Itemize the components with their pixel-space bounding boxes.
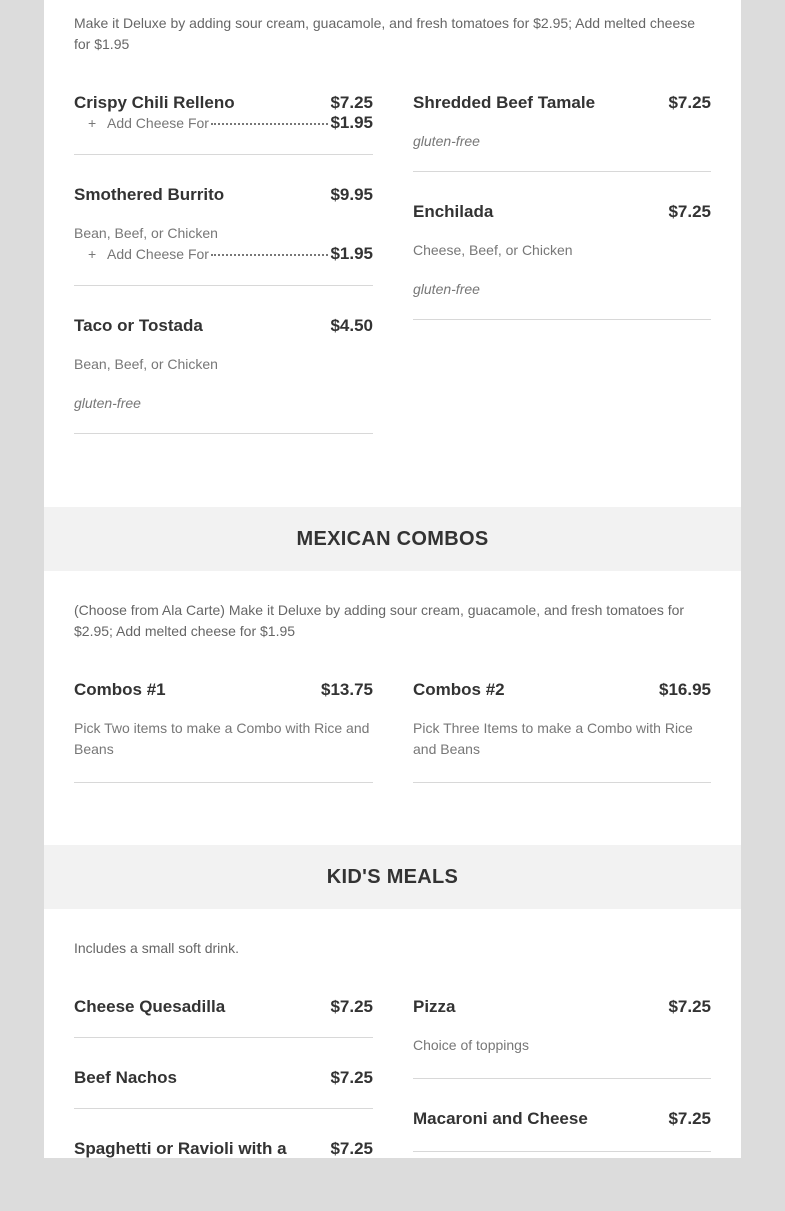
menu-item	[74, 316, 373, 434]
combos-intro: (Choose from Ala Carte) Make it Deluxe by adding sour cream, guacamole, and fresh tomatoes for $2.95; Add melted cheese for $1.95	[74, 602, 685, 639]
item-price: $7.25	[668, 202, 711, 221]
item-name: Taco or Tostada	[74, 316, 203, 335]
menu-item	[413, 997, 711, 1079]
addon-row	[88, 244, 373, 265]
menu-item	[74, 997, 373, 1038]
item-price: $9.95	[330, 185, 373, 204]
item-price: $7.25	[330, 1139, 373, 1158]
item-price: $7.25	[330, 1068, 373, 1087]
plus-icon: +	[88, 246, 97, 262]
item-price: $7.25	[668, 93, 711, 112]
kids-left-column	[74, 997, 373, 1211]
item-price: $7.25	[668, 997, 711, 1016]
item-name: Cheese Quesadilla	[74, 997, 226, 1016]
menu-item	[74, 680, 373, 783]
item-price: $7.25	[668, 1109, 711, 1128]
item-name: Smothered Burrito	[74, 185, 225, 204]
menu-item	[74, 1139, 373, 1181]
item-description: Bean, Beef, or Chicken	[74, 356, 218, 372]
item-name: Macaroni and Cheese	[413, 1109, 588, 1128]
item-description: Choice of toppings	[413, 1037, 529, 1053]
dot-leader	[211, 254, 329, 256]
item-price: $13.75	[321, 680, 373, 699]
menu-item	[74, 93, 373, 155]
addon-row	[88, 113, 373, 134]
menu-item	[413, 93, 711, 172]
gluten-free-tag: gluten-free	[74, 395, 141, 411]
ala-carte-left-column	[74, 93, 373, 464]
item-price: $16.95	[659, 680, 711, 699]
menu-item	[413, 202, 711, 320]
menu-item	[74, 185, 373, 286]
menu-item	[413, 680, 711, 783]
item-name: Combos #1	[74, 680, 166, 699]
gluten-free-tag: gluten-free	[413, 281, 480, 297]
item-name: Shredded Beef Tamale	[413, 93, 596, 112]
item-price: $7.25	[330, 93, 373, 112]
item-description: Pick Two items to make a Combo with Rice and Beans	[74, 720, 370, 757]
kids-right-column	[413, 997, 711, 1182]
addon-price: $1.95	[330, 244, 373, 263]
item-name: Pizza	[413, 997, 456, 1016]
item-name: Spaghetti or Ravioli with a	[74, 1139, 287, 1158]
item-name: Beef Nachos	[74, 1068, 177, 1087]
addon-label: Add Cheese For	[107, 115, 209, 131]
item-name: Enchilada	[413, 202, 494, 221]
section-header-combos: MEXICAN COMBOS	[44, 507, 741, 571]
dot-leader	[211, 123, 329, 125]
item-description: Cheese, Beef, or Chicken	[413, 242, 573, 258]
item-name: Crispy Chili Relleno	[74, 93, 235, 112]
item-description: Pick Three Items to make a Combo with Rice and Beans	[413, 720, 693, 757]
plus-icon: +	[88, 115, 97, 131]
ala-carte-intro: Make it Deluxe by adding sour cream, guacamole, and fresh tomatoes for $2.95; Add melted cheese for $1.95	[74, 15, 696, 52]
item-name: Combos #2	[413, 680, 505, 699]
ala-carte-right-column	[413, 93, 711, 350]
combos-left-column	[74, 680, 373, 813]
addon-price: $1.95	[330, 113, 373, 132]
kids-intro: Includes a small soft drink.	[74, 940, 239, 956]
menu-item	[413, 1109, 711, 1152]
page-background	[24, 0, 761, 1158]
item-price: $4.50	[330, 316, 373, 335]
combos-right-column	[413, 680, 711, 813]
section-header-kids: KID'S MEALS	[44, 845, 741, 909]
item-description: Bean, Beef, or Chicken	[74, 225, 218, 241]
menu-panel	[44, 0, 741, 1158]
gluten-free-tag: gluten-free	[413, 133, 480, 149]
addon-label: Add Cheese For	[107, 246, 209, 262]
menu-item	[74, 1068, 373, 1109]
item-price: $7.25	[330, 997, 373, 1016]
